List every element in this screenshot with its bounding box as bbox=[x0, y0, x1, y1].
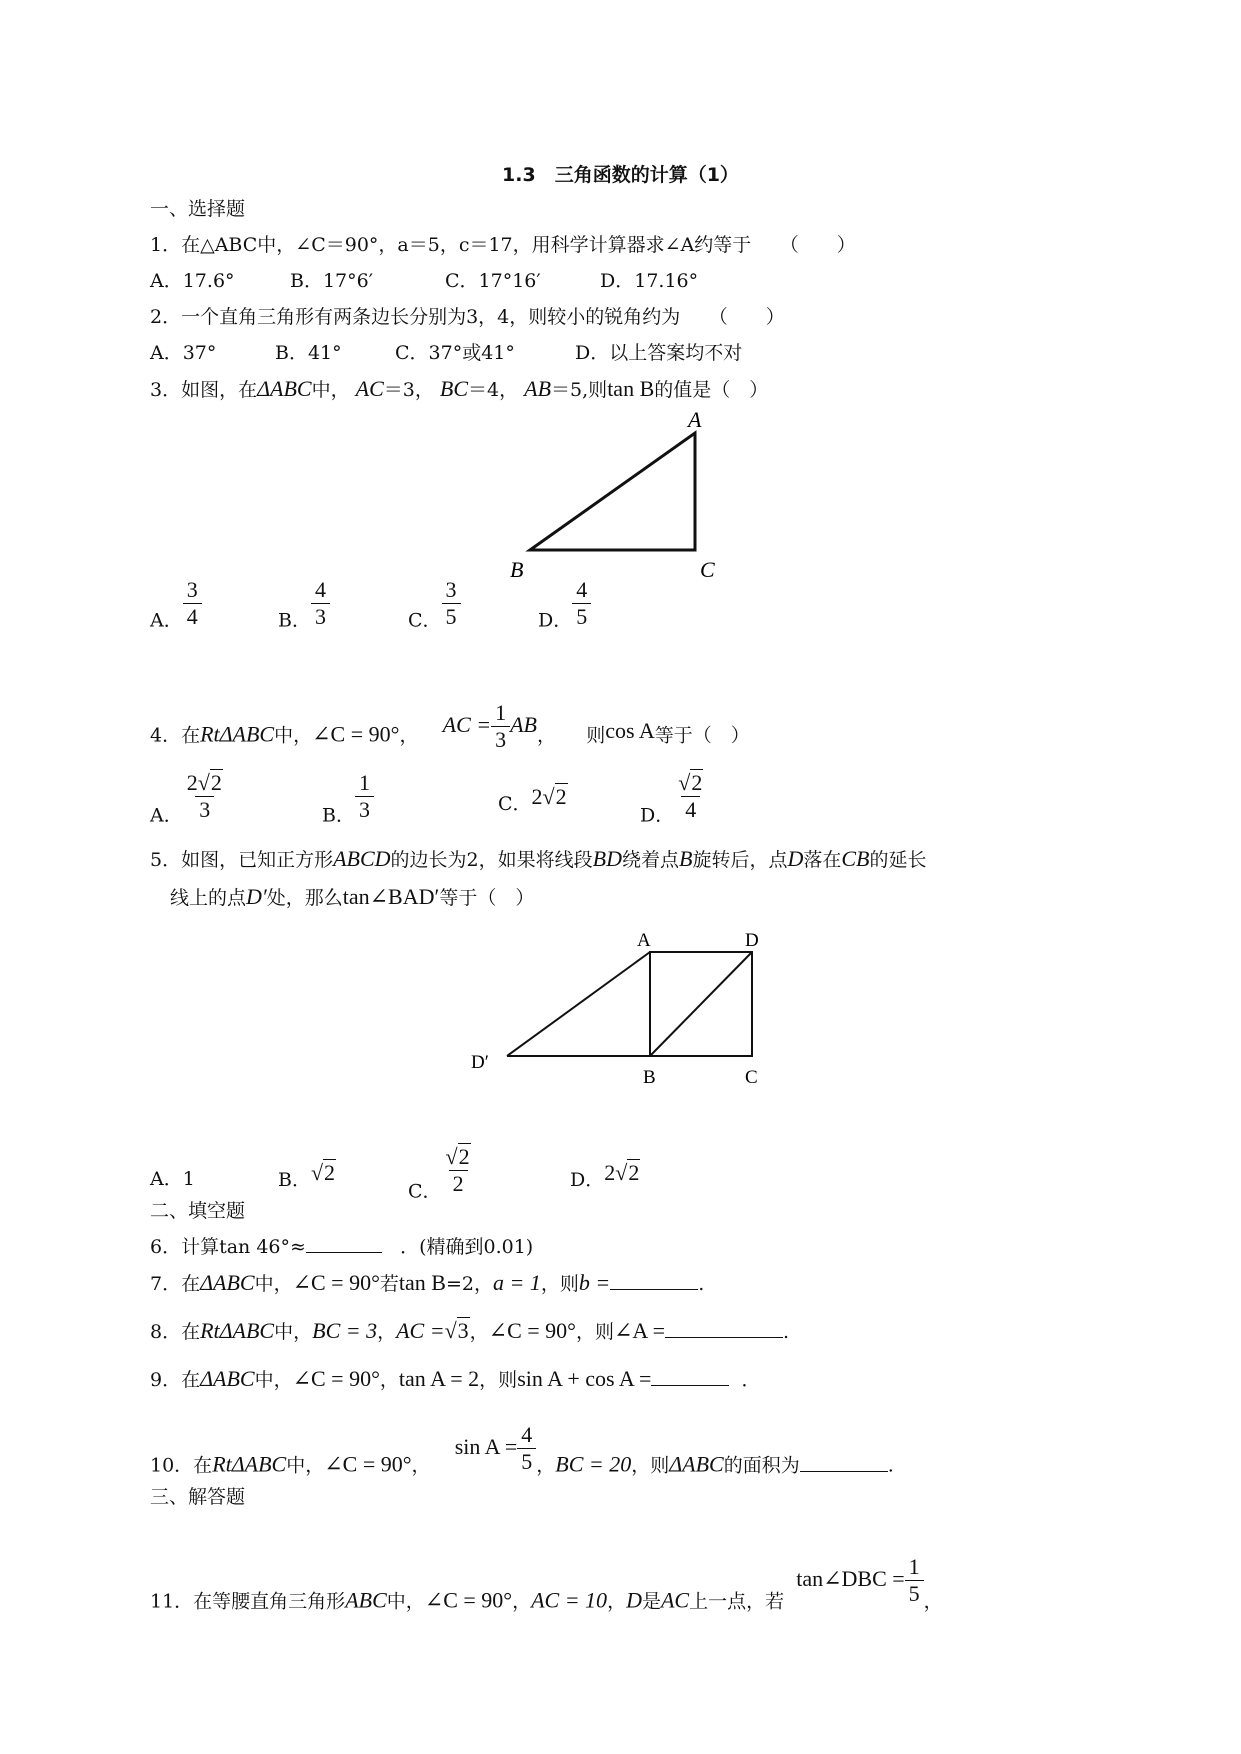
diagonal-bd bbox=[650, 952, 752, 1056]
section-fill-heading: 二、填空题 bbox=[150, 1200, 246, 1222]
question-8: 8．在RtΔABC中，BC = 3，AC =√3，∠C = 90°，则∠A = . bbox=[150, 1318, 790, 1343]
question-9: 9．在ΔABC中，∠C = 90°，tan A = 2，则sin A + cos A = ． bbox=[150, 1366, 761, 1391]
answer-blank bbox=[610, 1289, 698, 1290]
option-d: D．以上答案均不对 bbox=[575, 342, 743, 364]
label-d-prime: D′ bbox=[471, 1052, 489, 1073]
triangle-shape bbox=[530, 433, 695, 550]
section-choice-heading: 一、选择题 bbox=[150, 198, 246, 220]
label-b: B bbox=[643, 1067, 656, 1088]
question-4: 4．在RtΔABC中，∠C = 90°， AC = $\frac{1}{3}$ AB， 则cos A等于（ ） bbox=[150, 700, 750, 752]
page-title: 1.3 三角函数的计算（1） bbox=[502, 164, 739, 186]
answer-blank bbox=[800, 1471, 888, 1472]
question-5-line-1: 5．如图，已知正方形ABCD的边长为2，如果将线段BD绕着点B旋转后，点D落在CB的延长 bbox=[150, 846, 927, 871]
option-a: A． $\frac{3}{4}$ bbox=[150, 595, 202, 648]
question-1: 1．在△ABC中，∠C＝90°，a＝5，c＝17，用科学计算器求∠A约等于 （ ） bbox=[150, 234, 856, 256]
option-c: C． $\frac{3}{5}$ bbox=[408, 595, 461, 648]
answer-blank bbox=[651, 1385, 729, 1386]
question-6: 6．计算tan 46°≈ ．(精确到0.01) bbox=[150, 1236, 534, 1258]
option-a: A． $\frac{2√2}{3}$ bbox=[150, 770, 222, 827]
option-a: A．1 bbox=[150, 1168, 195, 1190]
vertex-b-label: B bbox=[510, 557, 524, 582]
option-b: B．41° bbox=[275, 342, 342, 364]
option-b: B． $\frac{4}{3}$ bbox=[278, 595, 330, 648]
option-c: C．17°16′ bbox=[445, 270, 541, 292]
question-2: 2．一个直角三角形有两条边长分别为3，4，则较小的锐角约为 （ ） bbox=[150, 306, 785, 328]
option-d: D． $\frac{√2}{4}$ bbox=[640, 770, 703, 827]
option-b: B．√2 bbox=[278, 1160, 336, 1191]
answer-blank bbox=[306, 1252, 382, 1253]
answer-blank bbox=[665, 1337, 783, 1338]
segment-ad-prime bbox=[507, 952, 650, 1056]
question-10: 10．在RtΔABC中，∠C = 90°， sin A = $\frac{4}{5}$ ，BC = 20，则ΔABC的面积为 . bbox=[150, 1422, 894, 1477]
vertex-c-label: C bbox=[700, 557, 715, 582]
square-figure bbox=[455, 928, 785, 1093]
option-d: D．2√2 bbox=[570, 1160, 640, 1191]
triangle-figure bbox=[500, 405, 740, 585]
option-d: D． $\frac{4}{5}$ bbox=[538, 595, 591, 648]
vertex-a-label: A bbox=[688, 407, 702, 432]
question-3: 3．如图，在ΔABC中， AC＝3， BC＝4， AB＝5,则tan B的值是（ ） bbox=[150, 376, 769, 401]
option-b: B．17°6′ bbox=[290, 270, 374, 292]
label-c: C bbox=[745, 1067, 758, 1088]
label-d: D bbox=[745, 930, 759, 951]
question-11: 11．在等腰直角三角形ABC中，∠C = 90°，AC = 10，D是AC上一点，若 tan∠DBC = $\frac{1}{5}$ ， bbox=[150, 1554, 943, 1613]
option-c: C．37°或41° bbox=[395, 342, 515, 364]
option-a: A．37° bbox=[150, 342, 217, 364]
question-7: 7．在ΔABC中，∠C = 90°若tan B=2，a = 1，则b = . bbox=[150, 1270, 705, 1295]
option-d: D．17.16° bbox=[600, 270, 699, 292]
option-c: C．2√2 bbox=[498, 784, 567, 815]
option-b: B． $\frac{1}{3}$ bbox=[322, 790, 374, 843]
option-a: A．17.6° bbox=[150, 270, 235, 292]
label-a: A bbox=[637, 930, 651, 951]
section-answer-heading: 三、解答题 bbox=[150, 1486, 246, 1508]
question-5-line-2: 线上的点D′处，那么tan∠BAD′等于（ ） bbox=[170, 884, 535, 909]
option-c: C． $\frac{√2}{2}$ bbox=[408, 1144, 470, 1203]
